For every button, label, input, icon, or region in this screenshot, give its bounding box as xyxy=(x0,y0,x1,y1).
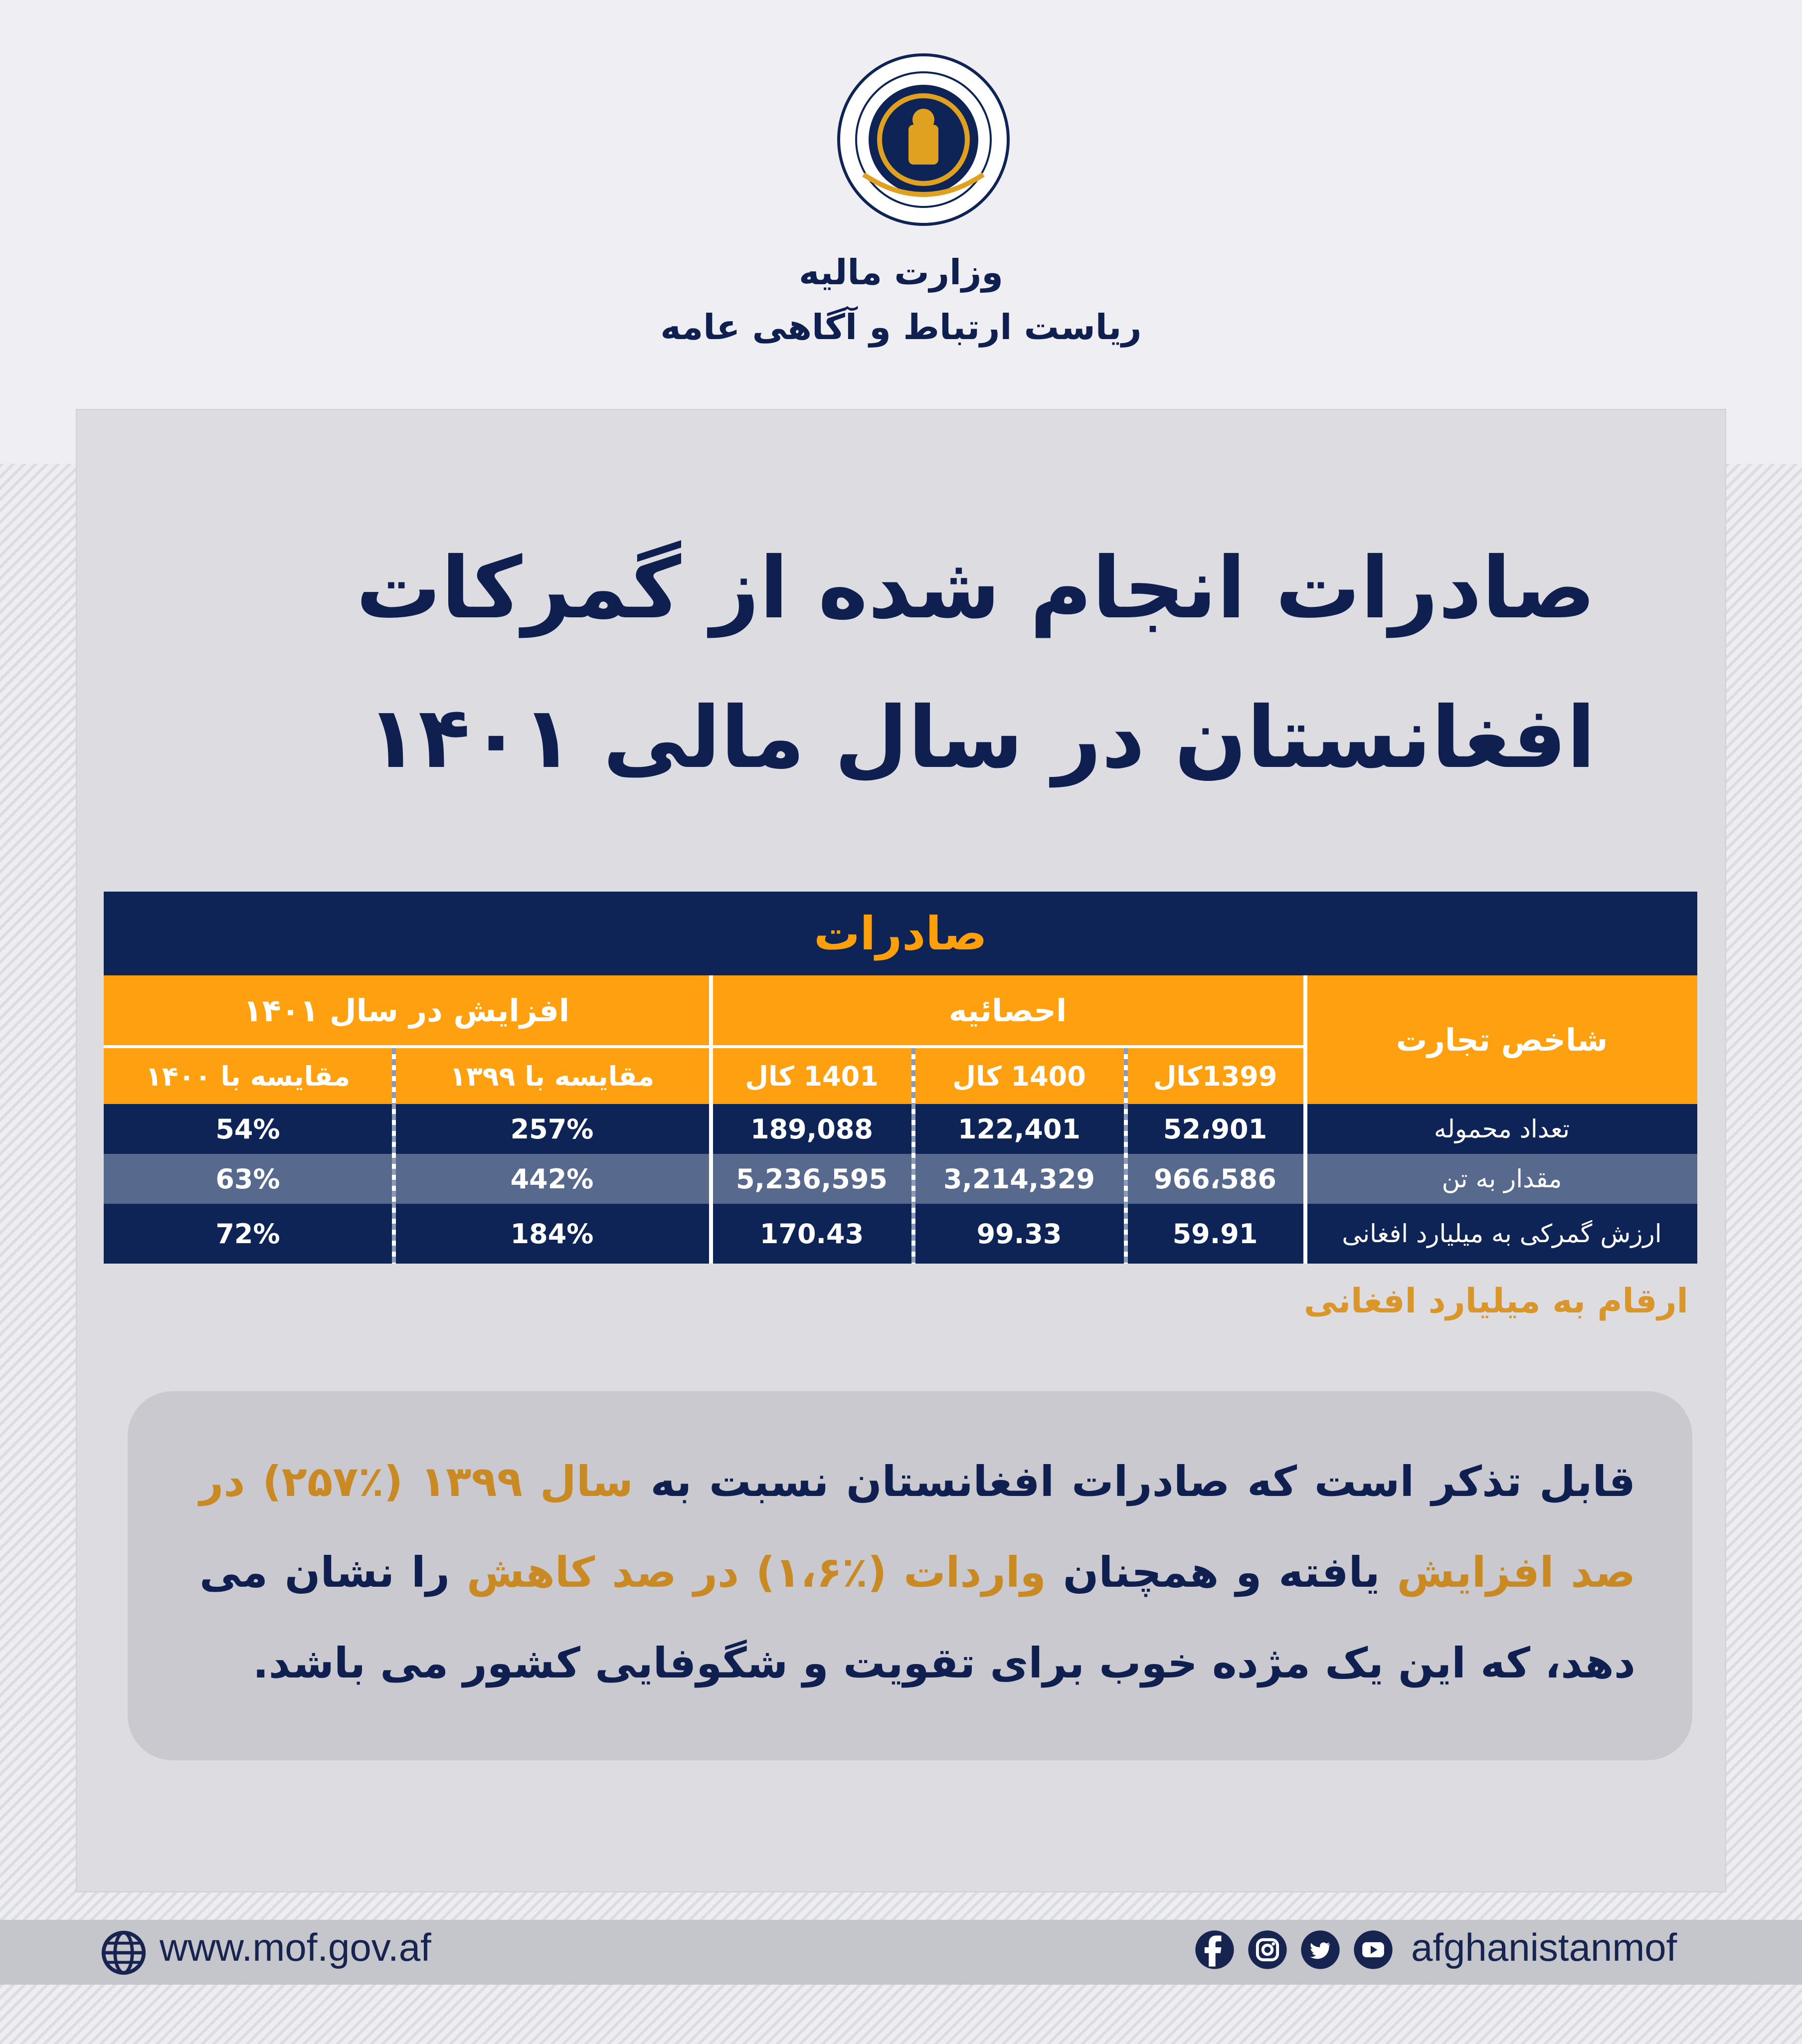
sub-1401-header: 1401 کال xyxy=(712,1048,911,1104)
col-indicator-header: شاخص تجارت xyxy=(1306,975,1697,1104)
divider xyxy=(1124,1048,1128,1264)
info-part: را نشان می دهد، که این یک مژده خوب برای تقویت و شگوفایی کشور می باشد. xyxy=(199,1548,1635,1687)
divider xyxy=(712,1045,1303,1048)
ministry-name: وزارت مالیه xyxy=(799,252,1003,293)
divider xyxy=(709,975,713,1264)
group-stats-header: احصائیه xyxy=(712,975,1303,1045)
row-label: تعداد محموله xyxy=(1306,1104,1697,1154)
table-cell: 59.91 xyxy=(1127,1204,1303,1264)
ministry-of-finance-seal-icon xyxy=(834,50,1013,229)
facebook-icon[interactable] xyxy=(1194,1929,1236,1971)
units-note: ارقام به میلیارد افغانی xyxy=(1303,1282,1688,1321)
website-link[interactable]: www.mof.gov.af xyxy=(160,1925,431,1969)
group-increase-header: افزایش در سال ۱۴۰۱ xyxy=(104,975,709,1045)
social-handle[interactable]: afghanistanmof xyxy=(1411,1925,1677,1969)
divider xyxy=(104,1045,709,1048)
divider xyxy=(911,1048,915,1264)
table-cell: 122,401 xyxy=(914,1104,1124,1154)
info-highlight-export: سال ۱۳۹۹ (٪۲۵۷) در صد افزایش xyxy=(199,1457,1635,1597)
table-cell: 54% xyxy=(104,1104,392,1154)
page-title xyxy=(150,514,1596,813)
info-part: یافته و همچنان xyxy=(1046,1548,1397,1597)
sub-1399-header: 1399کال xyxy=(1127,1048,1303,1104)
exports-table xyxy=(104,892,1697,1264)
table-cell: 257% xyxy=(395,1104,709,1154)
table-cell: 99.33 xyxy=(914,1204,1124,1264)
divider xyxy=(1303,975,1307,1264)
divider xyxy=(392,1048,396,1264)
table-cell: 63% xyxy=(104,1154,392,1204)
table-cell: 5,236,595 xyxy=(712,1154,911,1204)
sub-compare-1399-header: مقایسه با ۱۳۹۹ xyxy=(395,1048,709,1104)
sub-compare-1400-header: مقایسه با ۱۴۰۰ xyxy=(104,1048,392,1104)
table-cell: 442% xyxy=(395,1154,709,1204)
twitter-icon[interactable] xyxy=(1299,1929,1341,1971)
info-text xyxy=(199,1436,1635,1708)
info-highlight-import: واردات (٪۱،۶) در صد کاهش xyxy=(466,1548,1046,1597)
row-label: ارزش گمرکی به میلیارد افغانی xyxy=(1306,1204,1697,1264)
sub-1400-header: 1400 کال xyxy=(914,1048,1124,1104)
table-heading: صادرات xyxy=(104,892,1697,975)
table-cell: 170.43 xyxy=(712,1204,911,1264)
info-part: قابل تذکر است که صادرات افغانستان نسبت به xyxy=(633,1457,1636,1506)
department-name: ریاست ارتباط و آگاهی عامه xyxy=(660,307,1142,348)
table-cell: 52،901 xyxy=(1127,1104,1303,1154)
table-cell: 189,088 xyxy=(712,1104,911,1154)
row-label: مقدار به تن xyxy=(1306,1154,1697,1204)
title-line2: افغانستان در سال مالی ۱۴۰۱ xyxy=(366,689,1596,787)
globe-icon xyxy=(100,1929,148,1977)
instagram-icon[interactable] xyxy=(1247,1929,1288,1971)
title-line1: صادرات انجام شده از گمرکات xyxy=(356,539,1596,638)
footer-stripes xyxy=(0,1985,1802,2044)
youtube-icon[interactable] xyxy=(1352,1929,1394,1971)
table-cell: 966،586 xyxy=(1127,1154,1303,1204)
table-cell: 184% xyxy=(395,1204,709,1264)
table-cell: 3,214,329 xyxy=(914,1154,1124,1204)
table-cell: 72% xyxy=(104,1204,392,1264)
